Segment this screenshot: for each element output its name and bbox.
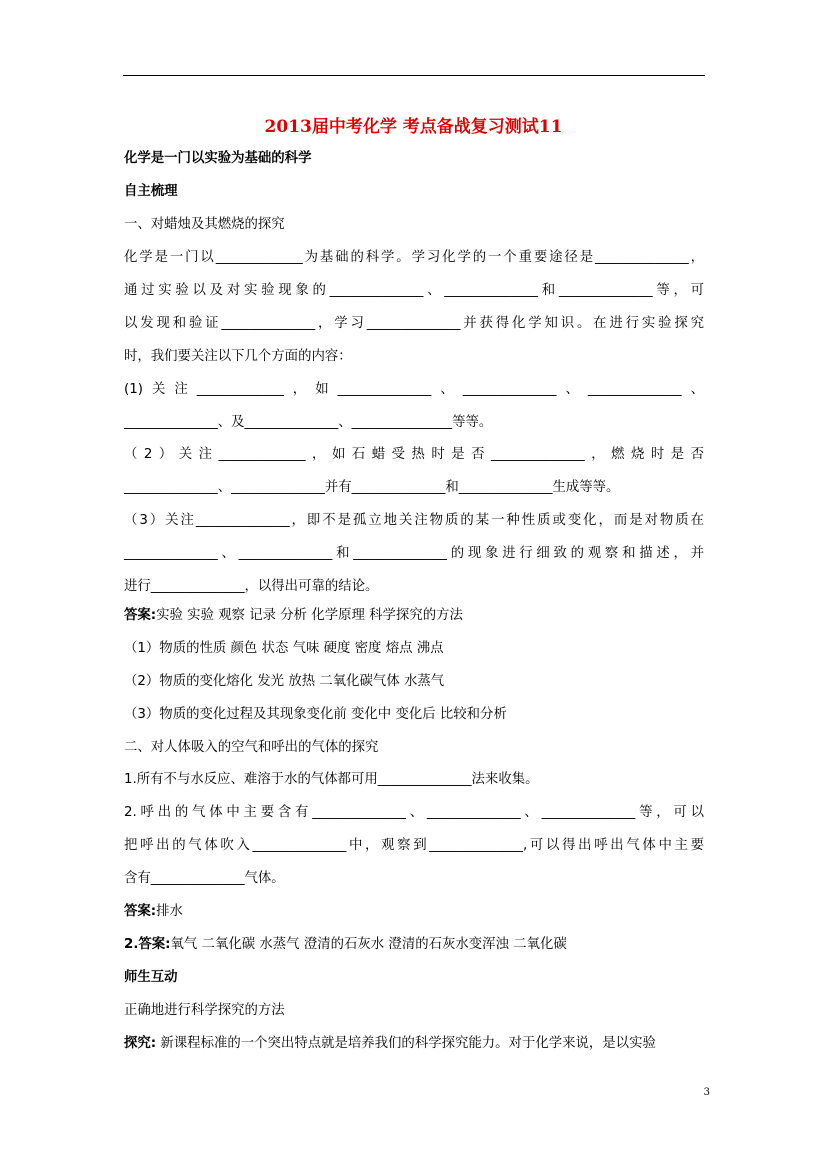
- explore-label: 探究:: [124, 1036, 157, 1051]
- heading-candle: 一、对蜡烛及其燃烧的探究: [124, 217, 285, 232]
- section-heading-interaction: 师生互动: [124, 970, 178, 985]
- answer-item: （2）物质的变化熔化 发光 放热 二氧化碳气体 水蒸气: [124, 674, 445, 689]
- question-line: 把呼出的气体吹入______________中，观察到______________,可以得出呼出气体中主要: [124, 838, 704, 853]
- heading-breath: 二、对人体吸入的空气和呼出的气体的探究: [124, 740, 379, 755]
- answer-text: 实验 实验 观察 记录 分析 化学原理 科学探究的方法: [156, 608, 463, 623]
- paragraph-line: （2）关注_____________，如石蜡受热时是否______________，燃烧时是否: [124, 447, 704, 462]
- heading-method: 正确地进行科学探究的方法: [124, 1003, 285, 1018]
- answer-line: [124, 607, 704, 625]
- explore-line: [124, 1035, 704, 1053]
- explore-text: 新课程标准的一个突出特点就是培养我们的科学探究能力。对于化学来说，是以实验: [156, 1036, 656, 1051]
- paragraph-line: 化学是一门以_____________为基础的科学。学习化学的一个重要途径是______________，: [124, 250, 704, 265]
- paragraph-line: (1)关注_____________，如______________、______________、______________、: [124, 382, 704, 397]
- question-line: 含有______________气体。: [124, 871, 285, 886]
- section-heading-self-study: 自主梳理: [124, 184, 178, 199]
- document-title: 2013届中考化学 考点备战复习测试11: [264, 117, 563, 137]
- answer-label: 答案:: [124, 904, 157, 919]
- answer-text: 排水: [156, 904, 183, 919]
- paragraph-line: ______________、及______________、_______________等等。: [124, 415, 493, 430]
- paragraph-line: 通过实验以及对实验现象的______________、______________和______________等，可: [124, 283, 704, 298]
- paragraph-line: ______________、______________和______________的现象进行细致的观察和描述，并: [124, 546, 704, 561]
- paragraph-line: ______________、______________并有______________和______________生成等等。: [124, 480, 620, 495]
- paragraph-line: （3）关注______________，即不是孤立地关注物质的某一种性质或变化，而是对物质在: [124, 513, 704, 528]
- paragraph-line: 以发现和验证______________，学习______________并获得化学知识。在进行实验探究: [124, 316, 704, 331]
- answer-line: [124, 903, 704, 921]
- paragraph-line: 进行______________，以得出可靠的结论。: [124, 579, 379, 594]
- answer-item: （1）物质的性质 颜色 状态 气味 硬度 密度 熔点 沸点: [124, 641, 444, 656]
- question-line: 1.所有不与水反应、难溶于水的气体都可用______________法来收集。: [124, 772, 539, 787]
- paragraph-line: 时，我们要关注以下几个方面的内容：: [124, 349, 352, 364]
- answer-text: 氧气 二氧化碳 水蒸气 澄清的石灰水 澄清的石灰水变浑浊 二氧化碳: [170, 937, 567, 952]
- question-line: 2.呼出的气体中主要含有______________、______________、______________等，可以: [124, 805, 704, 820]
- subtitle: 化学是一门以实验为基础的科学: [124, 151, 312, 166]
- header-rule: [123, 75, 705, 76]
- answer-label: 答案:: [124, 608, 157, 623]
- answer-item: （3）物质的变化过程及其现象变化前 变化中 变化后 比较和分析: [124, 707, 507, 722]
- page-number: 3: [703, 1087, 710, 1098]
- answer-label: 2.答案:: [124, 937, 171, 952]
- answer-line: [124, 936, 704, 954]
